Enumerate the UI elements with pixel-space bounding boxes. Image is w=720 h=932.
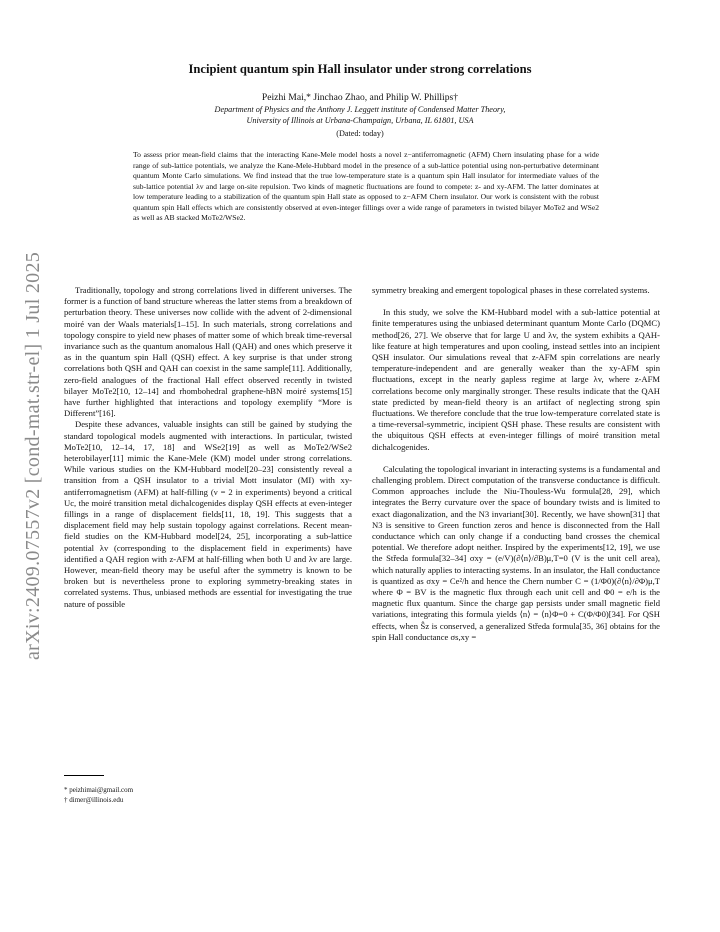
date-line: (Dated: today): [336, 129, 384, 138]
paragraph: In this study, we solve the KM-Hubbard model with a sub-lattice potential at finite temperatures using the unbiased determinant quantum Monte Carlo (DQMC) method[26, 27]. We observe that for large U and λv, the system exhibits a QAH-like feature at high temperatures and upon cooling, instead settles into an incipient QSH insulator. Our simulations reveal that z-AFM spin correlations are nearly temperature-independent and are generally weaker than the xy-AFM spin fluctuations, except in the nearly gapless regime at large λv, where z-AFM correlations become only marginally stronger. These results indicate that the QAH state predicted by mean-field theory is an artifact of neglecting strong spin fluctuations. We therefore conclude that the true low-temperature correlated state is a time-reversal-symmetric, incipient QSH phase. These results are consistent with the ubiquitous QSH effects at even-integer fillings of moiré transition metal dichalcogenides.: [372, 307, 660, 452]
footnote-email-2: † dimer@illinois.edu: [64, 796, 124, 804]
paragraph: Despite these advances, valuable insights can still be gained by studying the standard topological models augmented with interactions. In particular, twisted MoTe2[10, 12–14, 17, 18] and WSe2[19] as well as MoTe2/WSe2 heterobilayer[11] mimic the Kane-Mele (KM) model under strong correlations. While various studies on the KM-Hubbard model[20–23] consistently reveal a transition from a QSH insulator to a trivial Mott insulator (MI) with xy-antiferromagnetism (AFM) at half-filling (ν = 2 in experiments) beyond a critical Uc, the moiré transition metal dichalcogenides display QSH effects at even-integer fillings in a range of displacement fields[11, 18, 19]. This suggests that a displacement field may help sustain topology against correlations. Recent mean-field studies on the KM-Hubbard model[24, 25], incorporating a sub-lattice potential λv (corresponding to the displacement field in experiments) have identified a QAH region with z-AFM at half-filling when both U and λv are large. However, mean-field theory may be useful after the symmetry is known to be broken but is nevertheless prone to exploring symmetry-breaking states in correlated systems. Thus, unbiased methods are essential for investigating the true nature of possible: [64, 419, 352, 609]
affiliation-line-2: University of Illinois at Urbana-Champaign, Urbana, IL 61801, USA: [246, 116, 474, 125]
affiliation-line-1: Department of Physics and the Anthony J. Leggett institute of Condensed Matter Theory,: [214, 105, 506, 114]
abstract: To assess prior mean-field claims that the interacting Kane-Mele model hosts a novel z−antiferromagnetic (AFM) Chern insulating phase for a wide range of sub-lattice potentials, we analyze the Kane-Mele-Hubbard model in the presence of a sub-lattice potential using non-perturbative determinant quantum Monte Carlo simulations. We find instead that the true low-temperature state is a quantum spin Hall insulator for intermediate values of the sub-lattice potential λv and large on-site repulsion. Two kinds of magnetic fluctuations are found to compete: z- and xy-AFM. The latter dominates at low temperature leading to a stabilization of the quantum spin Hall state as opposed to z−AFM Chern insulator. Our work is consistent with the robust quantum spin Hall effects which are consistently observed at even-integer fillings over a wide range of parameters in twisted bilayer MoTe2 and WSe2 as well as AB stacked MoTe2/WSe2.: [133, 150, 599, 222]
footnote-rule: [64, 775, 104, 776]
arxiv-identifier: arXiv:2409.07557v2 [cond-mat.str-el] 1 Jul 2025: [22, 251, 44, 660]
affiliation: [0, 104, 720, 126]
author-list: Peizhi Mai,* Jinchao Zhao, and Philip W. Phillips†: [261, 92, 459, 103]
right-column: [372, 285, 660, 643]
left-column: [64, 285, 352, 610]
paragraph: Calculating the topological invariant in interacting systems is a fundamental and challenging problem. Direct computation of the transverse conductance is difficult. Common approaches include the Niu-Thouless-Wu formula[28, 29], which integrates the Berry curvature over the space of boundary twists and is limited to exact diagonalization, and the N3 invariant[30]. Recently, we have shown[31] that N3 is sensitive to Green function zeros and hence is disconnected from the Hall conductance which can only change if a conducting band crosses the chemical potential. We therefore adopt neither. Inspired by the experiments[12, 19], we use the Středa formula[32–34] σxy = (e/V)(∂⟨n⟩/∂B)μ,T=0 (V is the unit cell area), which naturally applies to interacting systems. In an insulator, the Hall conductance is quantized as σxy = Ce²/h and hence the Chern number C = (1/Φ0)(∂⟨n⟩/∂Φ)μ,T where Φ = BV is the magnetic flux through each unit cell and Φ0 = e/h is the magnetic flux quantum. Since the charge gap persists under small magnetic field variations, integrating this formula yields ⟨n⟩ = ⟨n⟩Φ=0 + C(Φ/Φ0)[34]. For QSH effects, when Ŝz is conserved, a generalized Středa formula[35, 36] obtains for the spin Hall conductance σs,xy =: [372, 463, 660, 642]
paragraph: Traditionally, topology and strong correlations lived in different universes. The former is a function of band structure whereas the latter stems from a breakdown of perturbation theory. These universes now collide with the advent of 2-dimensional moiré van der Waals materials[1–15]. In such materials, strong correlations and topology conspire to yield new phases of matter some of which break time-reversal invariance such as the quantum anomalous Hall (QAH) and ones which preserve it as in the quantum spin Hall (QSH) effect. A key surprise is that under strong correlations both QSH and QAH can coexist in the same sample[11]. Additionally, zero-field analogues of the fractional Hall effect observed recently in twisted bilayer MoTe2[10, 12–14] and rhombohedral graphene-hBN moiré systems[15] have further highlighted that interactions and topology exemplify “More is Different”[16].: [64, 285, 352, 419]
paragraph: symmetry breaking and emergent topological phases in these correlated systems.: [372, 285, 650, 295]
footnote-email-1: * peizhimai@gmail.com: [64, 786, 134, 794]
paper-title: Incipient quantum spin Hall insulator under strong correlations: [188, 62, 532, 76]
